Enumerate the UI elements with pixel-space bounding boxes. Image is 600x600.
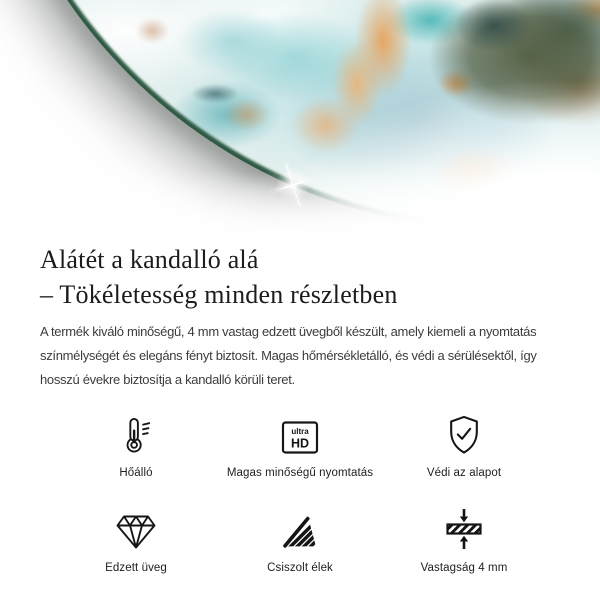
ultra-hd-icon (280, 410, 320, 456)
feature-label: Hőálló (119, 467, 153, 479)
feature-grid (40, 410, 560, 574)
feature-label: Edzett üveg (105, 562, 167, 574)
product-description-section (0, 242, 600, 574)
feature-label: Védi az alapot (426, 467, 502, 479)
shield-check-icon (445, 410, 483, 456)
sparkle-glint-icon (271, 163, 315, 207)
diamond-icon (114, 505, 158, 551)
feature-ultra-hd-print (218, 410, 382, 479)
feature-thickness (382, 505, 546, 574)
feature-protects-base (382, 410, 546, 479)
ultra-hd-icon-text-top: ultra (291, 427, 309, 436)
feature-label: Magas minőségű nyomtatás (226, 467, 374, 479)
page-title (40, 242, 560, 312)
ultra-hd-icon-text-bottom: HD (290, 436, 310, 451)
feature-heat-resistant (54, 410, 218, 479)
polished-edges-icon (282, 505, 319, 551)
title-line-2: – Tökéletesség minden részletben (40, 280, 398, 309)
feature-label: Vastagság 4 mm (420, 562, 508, 574)
feature-label: Csiszolt élek (267, 562, 333, 574)
thermometer-icon (119, 410, 153, 456)
feature-tempered-glass (54, 505, 218, 574)
product-image (0, 0, 600, 238)
feature-polished-edges (218, 505, 382, 574)
title-line-1: Alátét a kandalló alá (40, 245, 259, 274)
thickness-icon (444, 505, 484, 551)
product-description-text: A termék kiváló minőségű, 4 mm vastag edzett üvegből készült, amely kiemeli a nyomtatás színmélységét és elegáns fényt biztosít. Magas hőmérsékletálló, és védi a sérülésektől, így hosszú évekre biztosítja a kandalló körüli teret. (40, 324, 537, 387)
